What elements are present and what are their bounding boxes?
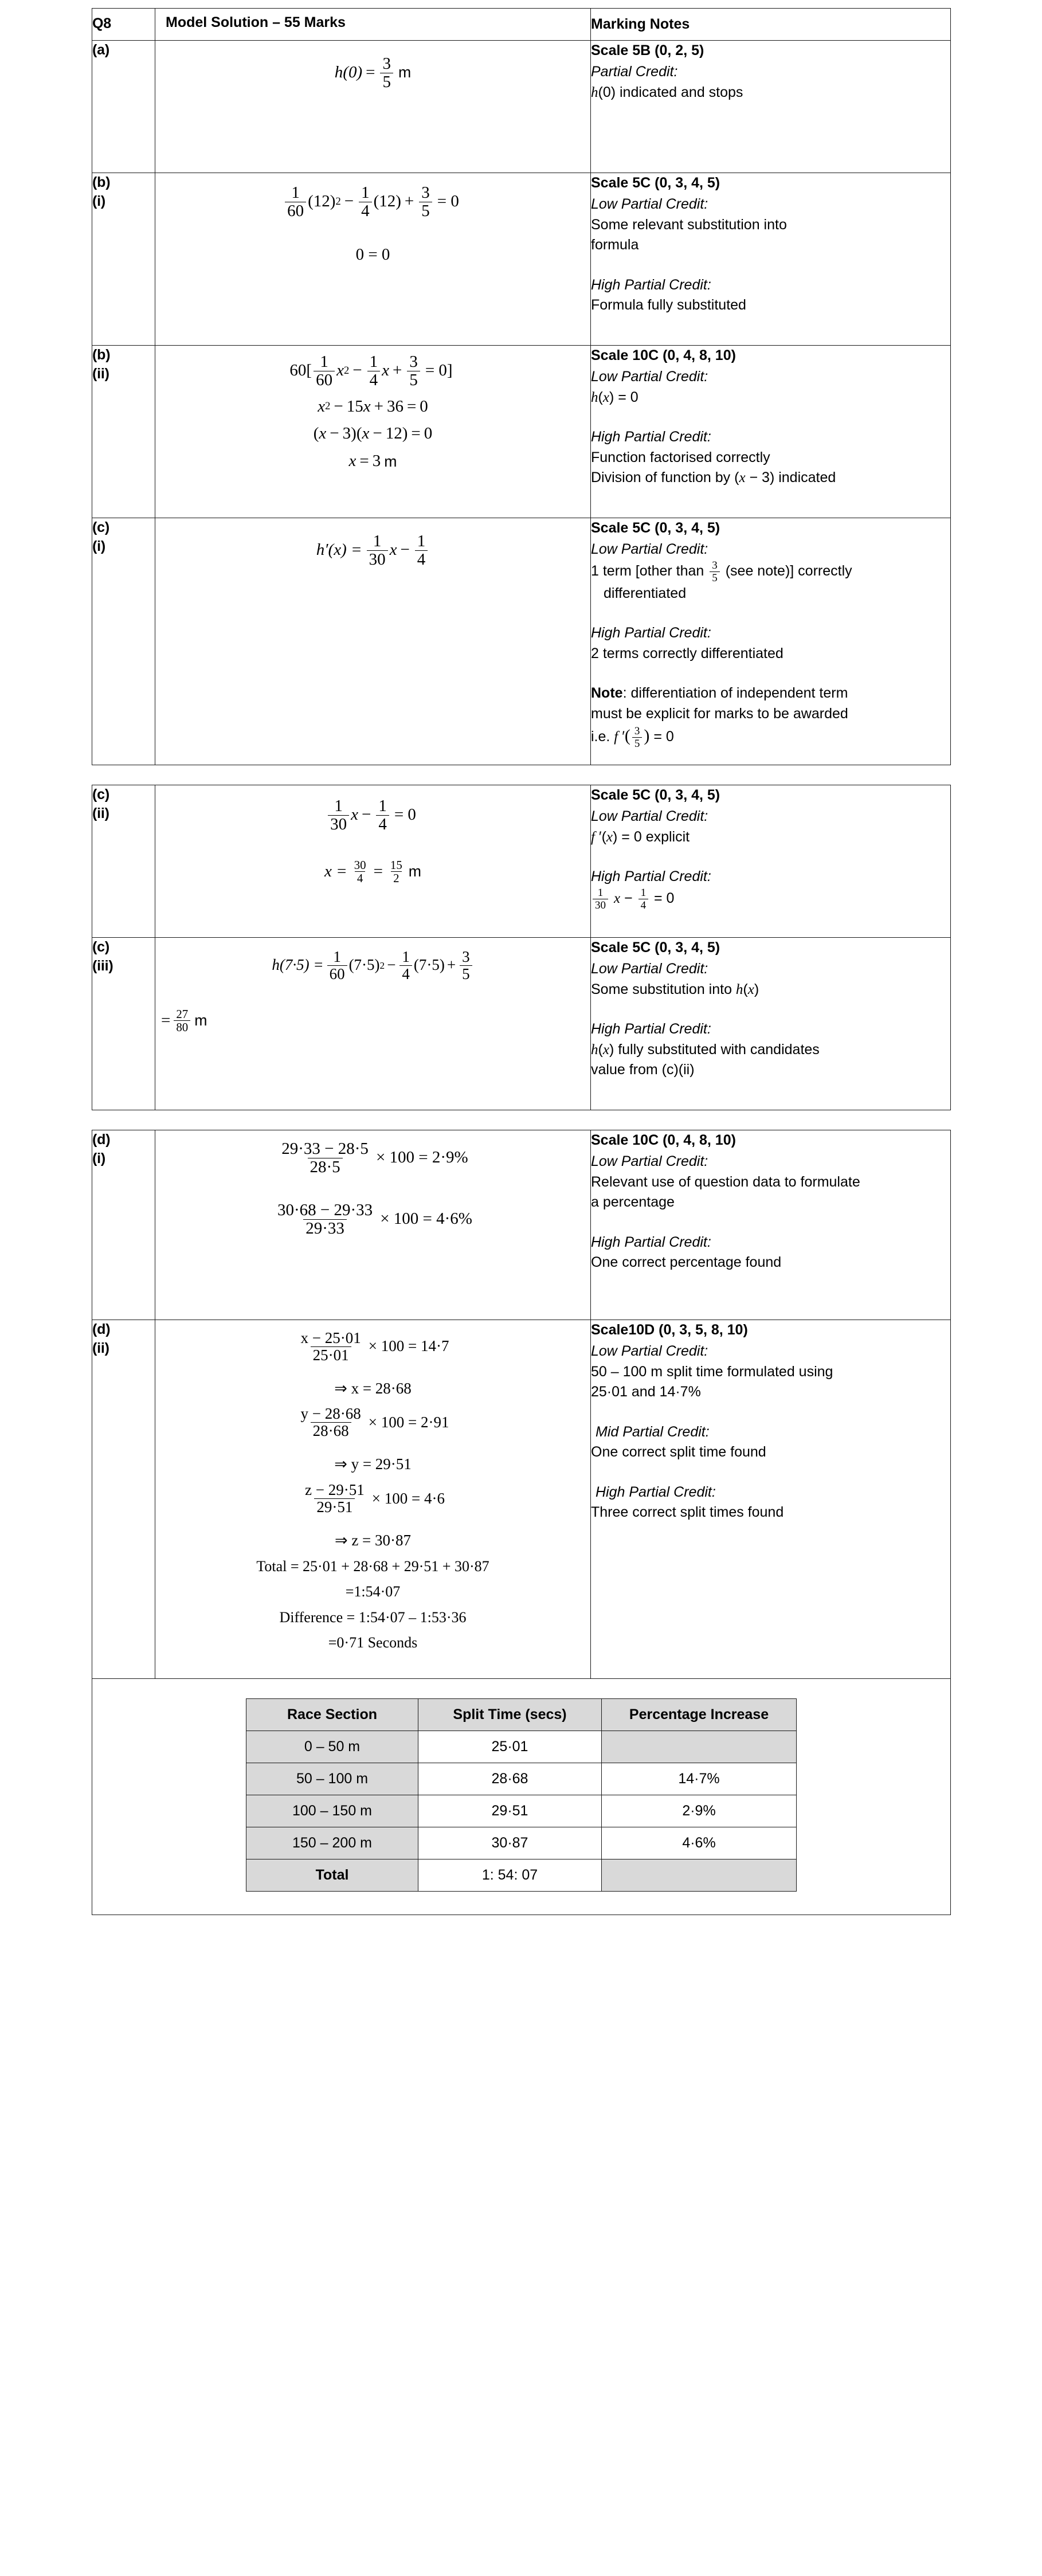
race-total-split: 1: 54: 07 bbox=[418, 1859, 602, 1891]
part-label: (b) bbox=[92, 346, 111, 363]
scale-label: Scale 10C (0, 4, 8, 10) bbox=[591, 1132, 736, 1148]
solution-c-i bbox=[155, 518, 591, 765]
credit-line: Formula fully substituted bbox=[591, 297, 746, 313]
credit-line: formula bbox=[591, 237, 639, 253]
scale-label: Scale 10C (0, 4, 8, 10) bbox=[591, 347, 736, 363]
race-section: 150 – 200 m bbox=[246, 1827, 418, 1859]
part-sublabel: (ii) bbox=[92, 1340, 109, 1356]
table-row bbox=[92, 1320, 951, 1678]
header-question: Q8 bbox=[92, 9, 155, 41]
solution-a bbox=[155, 40, 591, 173]
table-row bbox=[92, 1130, 951, 1320]
note-label: Note bbox=[591, 685, 623, 701]
credit-line: f ′(x) = 0 explicit bbox=[591, 828, 690, 845]
solution-d-i bbox=[155, 1130, 591, 1320]
credit-title: High Partial Credit: bbox=[591, 625, 711, 641]
scale-label: Scale10D (0, 3, 5, 8, 10) bbox=[591, 1321, 748, 1338]
part-sublabel: (i) bbox=[92, 538, 105, 554]
credit-title: Low Partial Credit: bbox=[591, 1343, 708, 1359]
part-sublabel: (i) bbox=[92, 1150, 105, 1166]
scale-label: Scale 5C (0, 3, 4, 5) bbox=[591, 174, 720, 191]
race-total-pct bbox=[602, 1859, 797, 1891]
equation-difference-result: =0·71 Seconds bbox=[328, 1634, 418, 1651]
solution-c-ii bbox=[155, 785, 591, 937]
race-total-label: Total bbox=[246, 1859, 418, 1891]
notes-d-i bbox=[591, 1130, 951, 1320]
credit-title: High Partial Credit: bbox=[591, 1234, 711, 1250]
table-row bbox=[92, 937, 951, 1110]
row-label-b-ii bbox=[92, 345, 155, 518]
header-marking-notes: Marking Notes bbox=[591, 9, 951, 41]
credit-line: h(x) = 0 bbox=[591, 389, 638, 405]
credit-line: h(0) indicated and stops bbox=[591, 84, 743, 100]
table-row bbox=[92, 40, 951, 173]
equation-total: Total = 25·01 + 28·68 + 29·51 + 30·87 bbox=[256, 1557, 489, 1575]
solution-b-ii bbox=[155, 345, 591, 518]
credit-title: High Partial Credit: bbox=[596, 1483, 716, 1500]
credit-line: 50 – 100 m split time formulated using bbox=[591, 1363, 833, 1380]
race-pct: 2·9% bbox=[602, 1795, 797, 1827]
race-split: 29·51 bbox=[418, 1795, 602, 1827]
part-label: (c) bbox=[92, 786, 109, 802]
credit-line: Function factorised correctly bbox=[591, 449, 770, 465]
race-split: 28·68 bbox=[418, 1763, 602, 1795]
row-label-b-i bbox=[92, 173, 155, 345]
equation-difference: Difference = 1:54·07 – 1:53·36 bbox=[279, 1608, 467, 1626]
equation-z-split: $\frac{z - 29\cdot 51}{29\cdot 51}$ × 100 = 4·6 bbox=[305, 1481, 445, 1516]
row-label-c-iii bbox=[92, 937, 155, 1110]
credit-title: Low Partial Credit: bbox=[591, 369, 708, 385]
credit-line: Relevant use of question data to formulate bbox=[591, 1173, 860, 1190]
equation-derivative: h′(x) = $\frac{1}{30}$ x − $\frac{1}{4}$ bbox=[155, 533, 590, 568]
row-label-d-ii bbox=[92, 1320, 155, 1678]
race-pct: 4·6% bbox=[602, 1827, 797, 1859]
section-block-1 bbox=[92, 8, 951, 765]
race-col-split: Split Time (secs) bbox=[418, 1698, 602, 1731]
race-pct: 14·7% bbox=[602, 1763, 797, 1795]
credit-title: High Partial Credit: bbox=[591, 1021, 711, 1037]
scale-label: Scale 5C (0, 3, 4, 5) bbox=[591, 939, 720, 956]
notes-c-i bbox=[591, 518, 951, 765]
solution-c-iii bbox=[155, 937, 591, 1110]
part-sublabel: (ii) bbox=[92, 805, 109, 821]
notes-d-ii bbox=[591, 1320, 951, 1678]
credit-line: value from (c)(ii) bbox=[591, 1062, 695, 1078]
part-sublabel: (iii) bbox=[92, 958, 113, 974]
table-row bbox=[92, 518, 951, 765]
table-header-row bbox=[92, 9, 951, 41]
equation-z-result: ⇒ z = 30·87 bbox=[334, 1531, 412, 1549]
race-row bbox=[246, 1795, 797, 1827]
credit-line: One correct split time found bbox=[591, 1444, 766, 1460]
credit-line: h(x) fully substituted with candidates bbox=[591, 1041, 820, 1058]
notes-b-ii bbox=[591, 345, 951, 518]
race-pct bbox=[602, 1731, 797, 1763]
scale-label: Scale 5C (0, 3, 4, 5) bbox=[591, 519, 720, 536]
notes-a bbox=[591, 40, 951, 173]
part-label: (d) bbox=[92, 1131, 111, 1148]
race-section: 0 – 50 m bbox=[246, 1731, 418, 1763]
notes-c-ii bbox=[591, 785, 951, 937]
credit-title: Partial Credit: bbox=[591, 64, 678, 80]
solution-b-i bbox=[155, 173, 591, 345]
part-sublabel: (ii) bbox=[92, 366, 109, 382]
credit-line: Some relevant substitution into bbox=[591, 216, 787, 233]
race-col-section: Race Section bbox=[246, 1698, 418, 1731]
race-summary-table bbox=[246, 1698, 797, 1892]
credit-title: Low Partial Credit: bbox=[591, 808, 708, 824]
equation-set-derivative-zero: $\frac{1}{30}$ x − $\frac{1}{4}$ = 0 bbox=[155, 798, 590, 833]
notes-c-iii bbox=[591, 937, 951, 1110]
scale-label: Scale 5C (0, 3, 4, 5) bbox=[591, 786, 720, 803]
section-block-3 bbox=[92, 1130, 951, 1915]
race-row-total bbox=[246, 1859, 797, 1891]
equation-total-result: =1:54·07 bbox=[345, 1583, 401, 1600]
credit-line: 1 term [other than $\frac{3}{5}$ (see note)] correctly bbox=[591, 559, 852, 584]
race-section: 100 – 150 m bbox=[246, 1795, 418, 1827]
equation-factorised: ( x − 3)( x − 12) = 0 bbox=[313, 424, 433, 443]
table-row bbox=[92, 785, 951, 937]
credit-line: Division of function by (x − 3) indicated bbox=[591, 469, 836, 486]
race-row bbox=[246, 1731, 797, 1763]
equation-h-result: = $\frac{27}{80}$ m bbox=[161, 1007, 207, 1035]
equation-h-7-5: h(7·5) = $\frac{1}{60}$ (7·5) 2 − $\frac{1}{4}$ (7·5) + $\frac{3}{5}$ bbox=[155, 949, 590, 982]
race-row bbox=[246, 1827, 797, 1859]
equation-y-split: $\frac{y - 28\cdot 68}{28\cdot 68}$ × 100 = 2·91 bbox=[300, 1405, 449, 1440]
credit-line: 25·01 and 14·7% bbox=[591, 1384, 701, 1400]
table-row-race-summary bbox=[92, 1678, 951, 1915]
equation-substitution: $\frac{1}{60}$ (12) 2 − $\frac{1}{4}$ (12) + $\frac{3}{5}$ = 0 bbox=[155, 185, 590, 220]
header-solution: Model Solution – 55 Marks bbox=[155, 9, 591, 41]
equation-root: x = 3 m bbox=[348, 452, 397, 471]
equation-identity: 0 = 0 bbox=[355, 245, 390, 264]
race-col-pct: Percentage Increase bbox=[602, 1698, 797, 1731]
equation-y-result: ⇒ y = 29·51 bbox=[334, 1455, 412, 1473]
race-section: 50 – 100 m bbox=[246, 1763, 418, 1795]
credit-title: High Partial Credit: bbox=[591, 429, 711, 445]
race-row bbox=[246, 1763, 797, 1795]
credit-title: Mid Partial Credit: bbox=[596, 1423, 710, 1440]
equation-quadratic: x 2 − 15 x + 36 = 0 bbox=[318, 397, 428, 416]
note-paragraph bbox=[591, 683, 950, 704]
solution-d-ii bbox=[155, 1320, 591, 1678]
note-paragraph: i.e. f ′( $\frac{3}{5}$ ) = 0 bbox=[591, 725, 674, 750]
part-label: (d) bbox=[92, 1321, 111, 1337]
credit-title: Low Partial Credit: bbox=[591, 196, 708, 212]
equation-x-result: ⇒ x = 28·68 bbox=[334, 1379, 412, 1397]
row-label-c-i bbox=[92, 518, 155, 765]
note-text: : differentiation of independent term bbox=[622, 685, 848, 701]
race-table-cell bbox=[92, 1678, 951, 1915]
race-split: 30·87 bbox=[418, 1827, 602, 1859]
credit-line: Some substitution into h(x) bbox=[591, 981, 759, 997]
part-label: (c) bbox=[92, 938, 109, 955]
notes-b-i bbox=[591, 173, 951, 345]
credit-title: Low Partial Credit: bbox=[591, 961, 708, 977]
part-label: (b) bbox=[92, 174, 111, 190]
equation-x-split: $\frac{x - 25\cdot 01}{25\cdot 01}$ × 100 = 14·7 bbox=[300, 1329, 449, 1364]
credit-line: One correct percentage found bbox=[591, 1254, 782, 1270]
race-split: 25·01 bbox=[418, 1731, 602, 1763]
race-header-row bbox=[246, 1698, 797, 1731]
credit-title: High Partial Credit: bbox=[591, 868, 711, 884]
part-sublabel: (i) bbox=[92, 193, 105, 209]
equation-x-value: x = $\frac{30}{4}$ = $\frac{15}{2}$ m bbox=[324, 858, 422, 886]
table-row bbox=[92, 173, 951, 345]
credit-line: $\frac{1}{30}$ x − $\frac{1}{4}$ = 0 bbox=[591, 887, 950, 911]
credit-title: High Partial Credit: bbox=[591, 276, 711, 293]
part-label: (c) bbox=[92, 519, 109, 535]
equation-multiply-60: 60[ $\frac{1}{60}$ x 2 − $\frac{1}{4}$ x + $\frac{3}{5}$ = 0] bbox=[289, 352, 453, 389]
equation-percentage-1: $\frac{29\cdot 33 - 28\cdot 5}{28\cdot 5}$ × 100 = 2·9% bbox=[281, 1139, 468, 1176]
row-label-a bbox=[92, 40, 155, 173]
note-paragraph: must be explicit for marks to be awarded bbox=[591, 705, 848, 722]
credit-line: 2 terms correctly differentiated bbox=[591, 645, 784, 661]
equation-percentage-2: $\frac{30\cdot 68 - 29\cdot 33}{29\cdot 33}$ × 100 = 4·6% bbox=[277, 1200, 472, 1238]
credit-line: Three correct split times found bbox=[591, 1504, 784, 1520]
table-row bbox=[92, 345, 951, 518]
scale-label: Scale 5B (0, 2, 5) bbox=[591, 42, 704, 58]
row-label-c-ii bbox=[92, 785, 155, 937]
equation-h0: h(0) = $\frac{3}{5}$ m bbox=[334, 54, 412, 91]
credit-line: a percentage bbox=[591, 1194, 675, 1210]
credit-title: Low Partial Credit: bbox=[591, 541, 708, 557]
part-label: (a) bbox=[92, 41, 109, 58]
race-table-wrapper bbox=[92, 1679, 950, 1915]
credit-title: Low Partial Credit: bbox=[591, 1153, 708, 1169]
row-label-d-i bbox=[92, 1130, 155, 1320]
section-block-2 bbox=[92, 785, 951, 1110]
credit-line: differentiated bbox=[604, 585, 687, 601]
